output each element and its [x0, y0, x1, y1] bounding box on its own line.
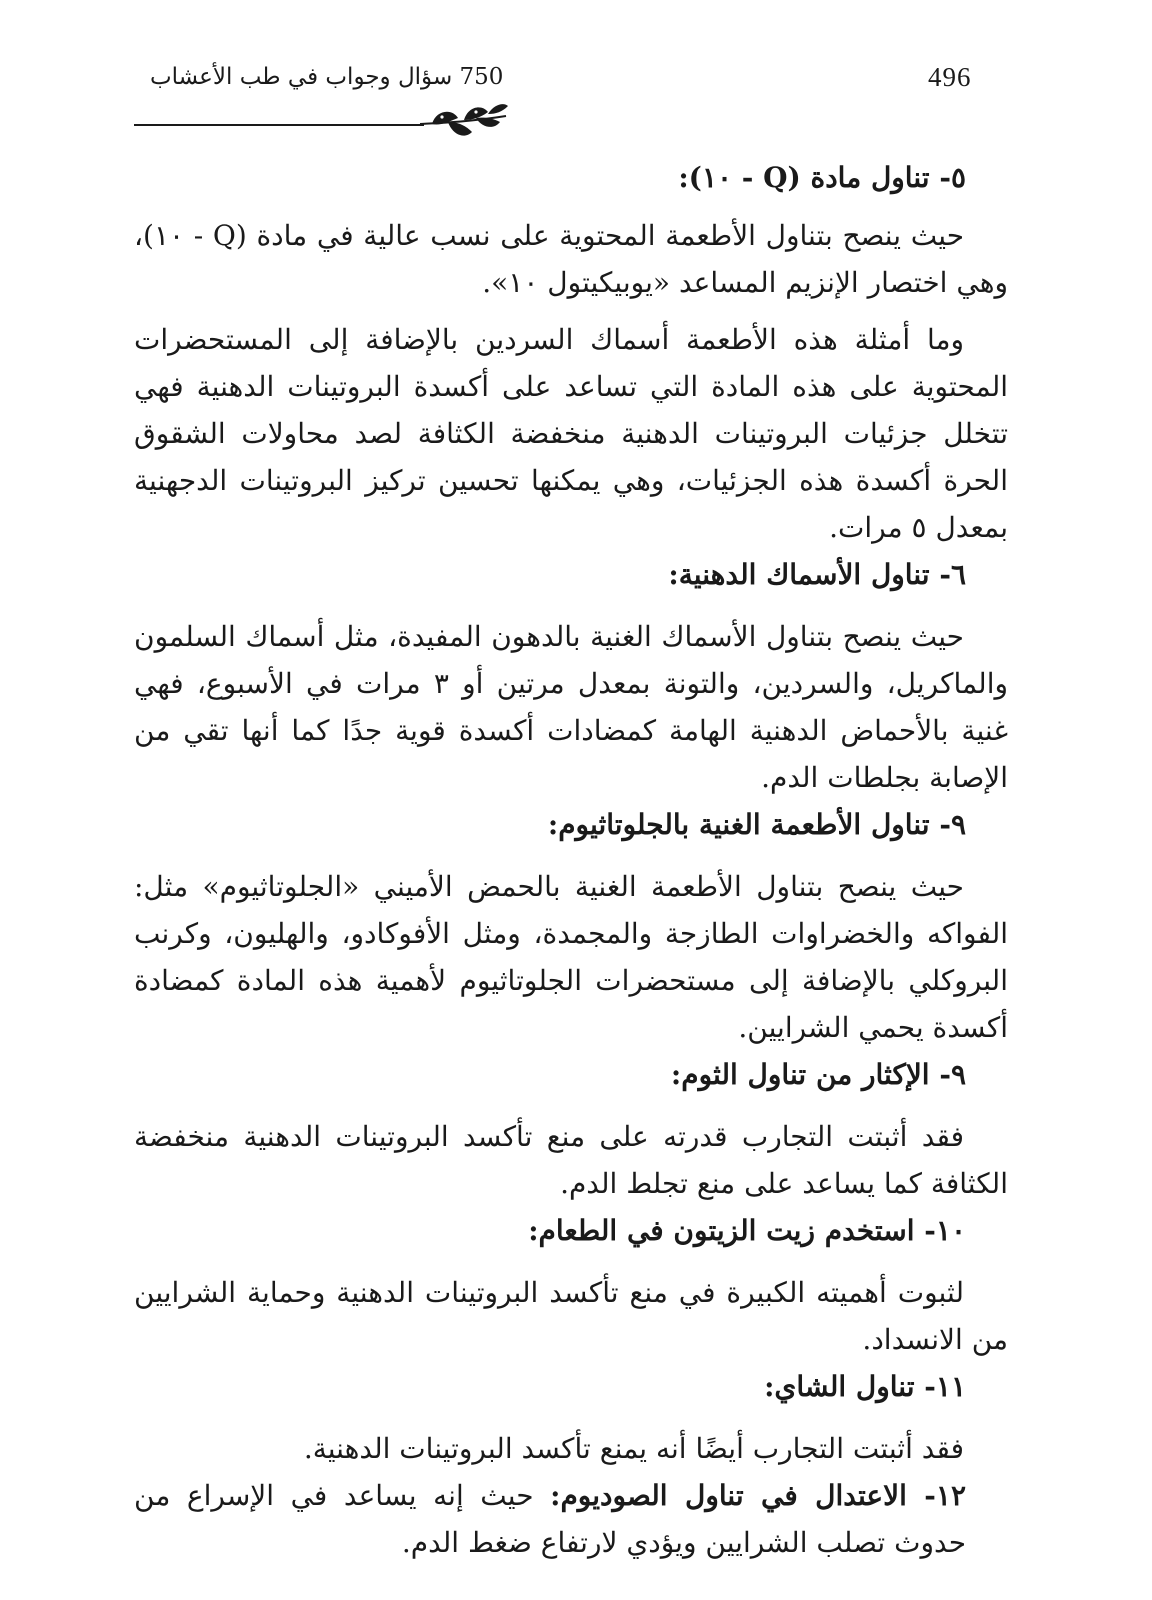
page-content	[134, 152, 1008, 1566]
spacer	[134, 1099, 1008, 1113]
paragraph: حيث ينصح بتناول الأطعمة الغنية بالحمض الأميني «الجلوتاثيوم» مثل: الفواكه والخضراوات الطازجة والمجمدة، ومثل الأفوكادو، والهليون، وكرنب البروكلي بالإضافة إلى مستحضرات الجلوتاثيوم لأهمية هذه المادة كمضادة أكسدة يحمي الشرايين.	[134, 870, 1008, 1044]
section-heading: ٥- تناول مادة (Q - ١٠):	[678, 161, 966, 194]
spacer	[134, 202, 1008, 212]
spacer	[134, 1255, 1008, 1269]
section-heading: ٩- الإكثار من تناول الثوم:	[670, 1058, 966, 1091]
final-item	[134, 1472, 1008, 1566]
spacer	[134, 1411, 1008, 1425]
section-heading: ٦- تناول الأسماك الدهنية:	[668, 558, 966, 591]
section-heading: ١٠- استخدم زيت الزيتون في الطعام:	[528, 1214, 966, 1247]
paragraph: حيث ينصح بتناول الأسماك الغنية بالدهون المفيدة، مثل أسماك السلمون والماكريل، والسردين، والتونة بمعدل مرتين أو ٣ مرات في الأسبوع، فهي غنية بالأحماض الدهنية الهامة كمضادات أكسدة قوية جدًا كما أنها تقي من الإصابة بجلطات الدم.	[134, 620, 1008, 794]
paragraph: فقد أثبتت التجارب أيضًا أنه يمنع تأكسد البروتينات الدهنية.	[303, 1432, 964, 1465]
paragraph: حيث ينصح بتناول الأطعمة المحتوية على نسب عالية في مادة (Q - ١٠)، وهي اختصار الإنزيم المساعد «يوبيكيتول ١٠».	[134, 219, 1008, 299]
final-item-text: حيث إنه يساعد في الإسراع من حدوث تصلب الشرايين ويؤدي لارتفاع ضغط الدم.	[134, 1479, 966, 1559]
section-heading: ١١- تناول الشاي:	[764, 1370, 966, 1403]
final-item-heading: ١٢- الاعتدال في تناول الصوديوم:	[550, 1479, 966, 1512]
spacer	[134, 599, 1008, 613]
running-title: 750 سؤال وجواب في طب الأعشاب	[150, 64, 504, 90]
paragraph: لثبوت أهميته الكبيرة في منع تأكسد البروتينات الدهنية وحماية الشرايين من الانسداد.	[134, 1276, 1008, 1356]
page-number: 496	[928, 62, 972, 92]
spacer	[134, 306, 1008, 316]
leaf-ornament-icon	[418, 100, 510, 144]
paragraph: فقد أثبتت التجارب قدرته على منع تأكسد البروتينات الدهنية منخفضة الكثافة كما يساعد على منع تجلط الدم.	[134, 1120, 1008, 1200]
section-heading: ٩- تناول الأطعمة الغنية بالجلوتاثيوم:	[547, 808, 966, 841]
header-rule	[134, 124, 424, 126]
spacer	[134, 849, 1008, 863]
paragraph: وما أمثلة هذه الأطعمة أسماك السردين بالإضافة إلى المستحضرات المحتوية على هذه المادة التي تساعد على أكسدة البروتينات الدهنية فهي تتخلل جزئيات البروتينات الدهنية منخفضة الكثافة لصد محاولات الشقوق الحرة أكسدة هذه الجزئيات، وهي يمكنها تحسين تركيز البروتينات الدجهنية بمعدل ٥ مرات.	[134, 323, 1008, 544]
